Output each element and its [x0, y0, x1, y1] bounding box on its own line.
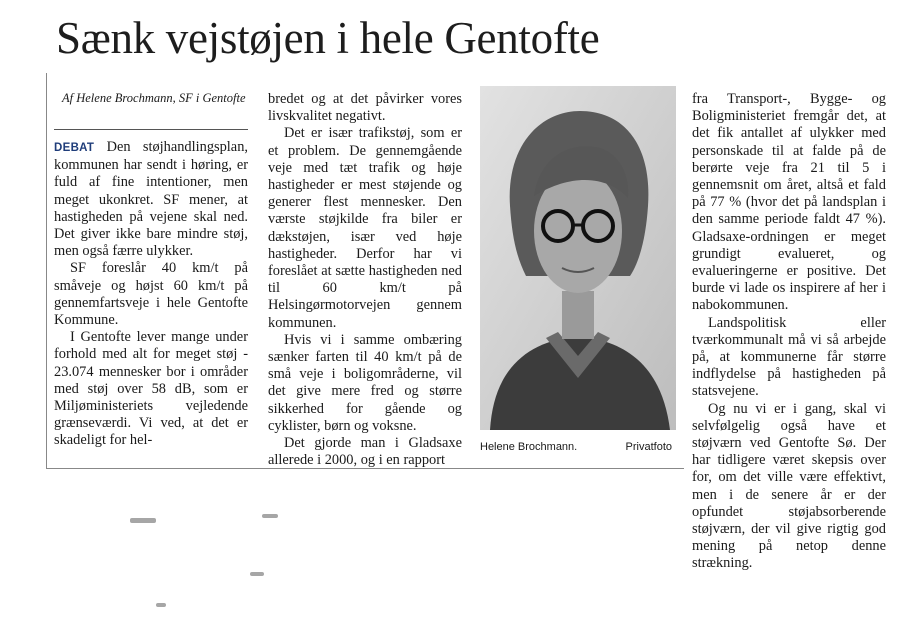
- col3-paragraph-3: Og nu vi er i gang, skal vi selvfølgelig også have et støjværn ved Gentofte Sø. Der har tidligere været skepsis over for, om det ville være effektivt, men i de senere år er der opfundet støjabsorberende støjværn, der vil give rigtig god mening på netop denne strækning.: [692, 400, 886, 572]
- scan-smudge: [250, 572, 264, 576]
- col2-paragraph-4: Det gjorde man i Gladsaxe allerede i 2000, og i en rapport: [268, 435, 462, 469]
- col3-paragraph-1: fra Transport-, Bygge- og Boligministeriet fremgår det, at det fik antallet af ulykker med personskade til at falde på de berørte veje fra 21 til 5 i gennemsnit om året, altså et fald på 77 % (hvor det på landsplan i den samme periode faldt 47 %). Gladsaxe-ordningen er meget grundigt evalueret, og evalueringerne er positive. Det burde vi lade os inspirere af her i nabokommunen.: [692, 91, 886, 314]
- byline-rule: [54, 129, 248, 130]
- col1-paragraph-2: SF foreslår 40 km/t på småveje og højst 60 km/t på gennemfartsveje i hele Gentofte Kommune.: [54, 260, 248, 329]
- col1-paragraph-3: I Gentofte lever mange under forhold med alt for meget støj - 23.074 mennesker bor i områder med støj over 58 dB, som er Miljøministeriets vejledende grænseværdi. Vi ved, at det er skadeligt for hel-: [54, 329, 248, 449]
- frame-rule-left: [46, 73, 47, 468]
- scan-smudge: [156, 603, 166, 607]
- portrait-photo: [480, 86, 676, 430]
- scan-smudge: [262, 514, 278, 518]
- kicker-label: DEBAT: [54, 142, 95, 154]
- col3-paragraph-2: Landspolitisk eller tværkommunalt må vi så arbejde på, at kommunerne får større indflydelse på hastigheden på statsvejene.: [692, 314, 886, 400]
- col2-paragraph-3: Hvis vi i samme ombæring sænker farten til 40 km/t på de små veje i boligområderne, vil det give mere fred og større sikkerhed for gående og cyklister, børn og voksne.: [268, 331, 462, 434]
- col2-paragraph-1: bredet og at det påvirker vores livskvalitet negativt.: [268, 91, 462, 125]
- photo-credit: Privatfoto: [625, 441, 672, 453]
- col1-paragraph-1: DEBAT Den støjhandlingsplan, kommunen har sendt i høring, er fuld af fine intentioner, men meget ukonkret. SF mener, at hastigheden på vejene skal ned. Det giver ikke bare mindre støj, men også færre ulykker.: [54, 139, 248, 260]
- photo-caption: [480, 441, 676, 453]
- byline: Af Helene Brochmann, SF i Gentofte: [62, 91, 246, 105]
- scan-smudge: [130, 518, 156, 523]
- column-2: [268, 91, 462, 469]
- portrait-illustration: [480, 86, 676, 430]
- caption-text: Helene Brochmann.: [480, 441, 578, 453]
- col2-paragraph-2: Det er især trafikstøj, som er et problem. De gennemgående veje med tæt trafik og høje hastigheder er mest støjende og generer flest mennesker. Den værste støjkilde fra biler er dækstøjen, især ved høje hastigheder. Derfor har vi foreslået at sætte hastigheden ned til 60 km/t på Helsingørmotorvejen gennem kommunen.: [268, 125, 462, 331]
- column-1: [54, 139, 248, 450]
- headline: Sænk vejstøjen i hele Gentofte: [56, 13, 600, 63]
- column-3: [692, 91, 886, 573]
